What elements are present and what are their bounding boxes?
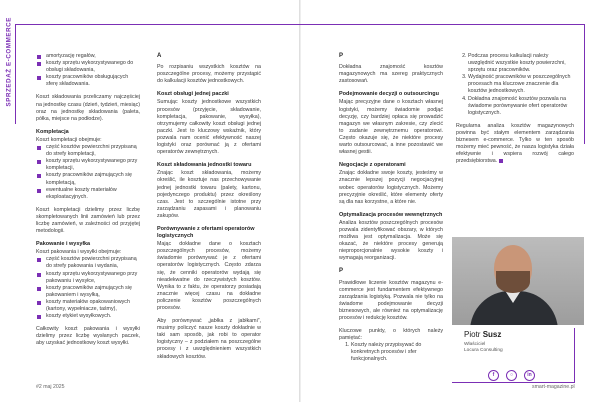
paragraph: Dokładna znajomość kosztów magazynowych ma szereg praktycznych zastosowań. [339,64,443,85]
paragraph: Analiza kosztów poszczególnych procesów pozwala zidentyfikować obszary, w których możliwa jest optymalizacja. Może się okazać, że niektóre procesy generują nieproporcjonalnie wysokie koszty i wymagają reorganizacji. [339,219,443,262]
paragraph: Mając precyzyjne dane o kosztach własnej logistyki, możemy świadomie podjąć decyzję, czy bardziej opłaca się prowadzić magazyn we własnym zakresie, czy zlecić to zadanie zewnętrznemu operatorowi. Często okazuje się, że niektóre procesy warto outsourcować, a inne pozostawić we własnej gestii. [339,99,443,156]
paragraph: Kluczowe punkty, o których należy pamiętać: [339,328,443,342]
section-letter: P [339,268,344,275]
packing-cost-list [36,256,140,320]
list-item: koszty etykiet wysyłkowych. [36,313,140,320]
list-item: koszty materiałów opakowaniowych (kartony, wypełniacze, taśmy), [36,299,140,313]
picking-cost-list [36,144,140,201]
key-points-list [339,342,443,363]
footer-website[interactable]: smart-magazine.pl [532,384,575,390]
top-rule-left [16,24,300,25]
list-item: 1. Koszty należy przypisywać do konkretnych procesów i sfer funkcjonalnych. [351,342,443,363]
heading-porownywanie: Porównywanie z ofertami operatorów logistycznych [157,225,255,240]
author-first-name: Piotr [464,330,481,339]
paragraph: Znając dokładne swoje koszty, jesteśmy w znacznie lepszej pozycji negocjacyjnej wobec operatorów logistycznych. Możemy precyzyjnie określić, które elementy oferty są dla nas korzystne, a które nie. [339,170,443,205]
column-1 [36,53,140,353]
author-box-rule [574,328,575,382]
author-last-name: Susz [482,330,502,339]
column-4 [456,53,574,171]
paragraph: Całkowity koszt pakowania i wysyłki dzielimy przez liczbę wysłanych paczek, aby uzyskać jednostkowy koszt wysyłki. [36,326,140,347]
linkedin-icon[interactable]: in [524,370,535,381]
author-photo [452,237,584,325]
heading-negocjacje: Negocjacje z operatorami [339,162,406,169]
paragraph: Koszt pakowania i wysyłki obejmuje: [36,249,122,256]
list-item: koszty pracowników zajmujących się pakowaniem i wysyłką, [36,285,140,299]
top-rule-right [300,24,584,25]
author-role [464,342,503,354]
list-item: koszty sprzętu wykorzystywanego do obsługi składowania, [36,60,140,74]
paragraph: Znając koszt składowania, możemy określić, ile kosztuje nas przechowywanie jednej jednostki towaru (palety, kartonu, pojedynczego produktu) przez określony czas. Jest to szczególnie istotne przy zarządzaniu zapasami i planowaniu zakupów. [157,170,261,219]
paragraph: Po rozpisaniu wszystkich kosztów na poszczególne procesy, możemy przystąpić do kalkulacji kosztów jednostkowych. [157,64,261,85]
list-item: część kosztów powierzchni przypisaną do strefy kompletacji, [36,144,140,158]
heading-outsourcing: Podejmowanie decyzji o outsourcingu [339,91,439,98]
paragraph: Mając dokładne dane o kosztach poszczególnych procesów, możemy świadomie porównywać je z ofertami operatorów logistycznych. Często zdarza się, że cenniki operatorów wydają się nieadekwatne do rzeczywistych kosztów. Wynika to z faktu, że operatorzy posiadają znacznie więcej czasu na dokładne policzenie kosztów poszczególnych procesów. [157,241,261,311]
page-fold [299,0,301,402]
paragraph: Koszt kompletacji obejmuje: [36,136,102,143]
photo-beard [496,271,530,293]
section-letter: A [157,53,162,59]
heading-kompletacja: Kompletacja [36,128,69,135]
paragraph: Aby porównywać „jabłka z jabłkami”, musimy policzyć nasze koszty dokładnie w taki sam sposób, jak robi to operator logistyczny – z podziałem na poszczególne procesy i z uwzględnieniem wszystkich składowych kosztów. [157,318,261,360]
section-tab-bar [15,24,16,124]
paragraph: Sumując koszty jednostkowe wszystkich procesów (przyjęcie, składowanie, kompletacja, pakowanie, wysyłka), otrzymujemy całkowity koszt obsługi jednej paczki. Jest to kluczowy wskaźnik, który pozwala nam ocenić efektywność naszej logistyki oraz porównać ją z ofertami operatorów zewnętrznych. [157,99,261,156]
section-tab [0,0,16,402]
list-item: ewentualne koszty materiałów eksploatacyjnych. [36,187,140,201]
globe-icon[interactable]: ○ [506,370,517,381]
social-icons [488,370,538,380]
author-role-title: Właściciel [464,342,486,347]
heading-koszt-skladowania: Koszt składowania jednostki towaru [157,162,252,169]
list-item: 4. Dokładna znajomość kosztów pozwala na świadome porównywanie ofert operatorów logistycznych. [468,96,574,117]
list-item: 2. Podczas procesu kalkulacji należy uwzględnić wszystkie koszty powierzchni, sprzętu oraz pracowników. [468,53,574,74]
paragraph: Koszt kompletacji dzielimy przez liczbę skompletowanych linii zamówień lub przez liczbę zamówień, w zależności od przyjętej metodologii. [36,206,140,235]
heading-pakowanie: Pakowanie i wysyłka [36,241,91,248]
storage-cost-list [36,53,140,88]
section-label: SPRZEDAŻ E-COMMERCE [5,17,13,107]
section-letter: P [339,53,344,59]
paragraph: Koszt składowania przeliczamy najczęściej na jednostkę czasu (dzień, tydzień, miesiąc) oraz na jednostkę składowania (paleta, półka, miejsce na podłodze). [36,94,140,122]
list-item: koszty pracowników obsługujących sferę składowania. [36,74,140,88]
facebook-icon[interactable]: f [488,370,499,381]
list-item: część kosztów powierzchni przypisaną do strefy pakowania i wydania, [36,256,140,270]
right-rule [584,24,585,144]
heading-koszt-paczki: Koszt obsługi jednej paczki [157,91,229,98]
author-box-bottom-rule [452,382,575,383]
end-mark [499,159,503,163]
paragraph [456,123,574,166]
author-name [464,330,501,339]
list-item: koszty pracowników zajmujących się kompletacją, [36,172,140,186]
paragraph: Prawidłowe liczenie kosztów magazynu e-commerce jest fundamentem efektywnego zarządzania logistyką. Pozwala nie tylko na świadome podejmowanie decyzji biznesowych, ale również na optymalizację procesów i redukcję kosztów. [339,279,443,321]
column-2 [157,53,261,367]
key-points-list-continued [456,53,574,117]
list-item: amortyzację regałów, [36,53,140,60]
footer-issue: #2 maj 2025 [36,384,65,390]
list-item: koszty sprzętu wykorzystywanego przy pakowaniu i wysyłce, [36,271,140,285]
author-company: Locura Consulting [464,348,503,353]
list-item: 3. Wydajność pracowników w poszczególnych procesach ma kluczowe znaczenie dla kosztów jednostkowych. [468,74,574,95]
closing-paragraph: Regularna analiza kosztów magazynowych powinna być stałym elementem zarządzania biznesem e-commerce. Tylko w ten sposób możemy mieć pewność, że nasza logistyka działa efektywnie i wspiera rozwój całego przedsiębiorstwa. [456,122,574,165]
heading-optymalizacja: Optymalizacja procesów wewnętrznych [339,211,443,218]
column-3 [339,53,443,370]
list-item: koszty sprzętu wykorzystywanego przy kompletacji, [36,158,140,172]
